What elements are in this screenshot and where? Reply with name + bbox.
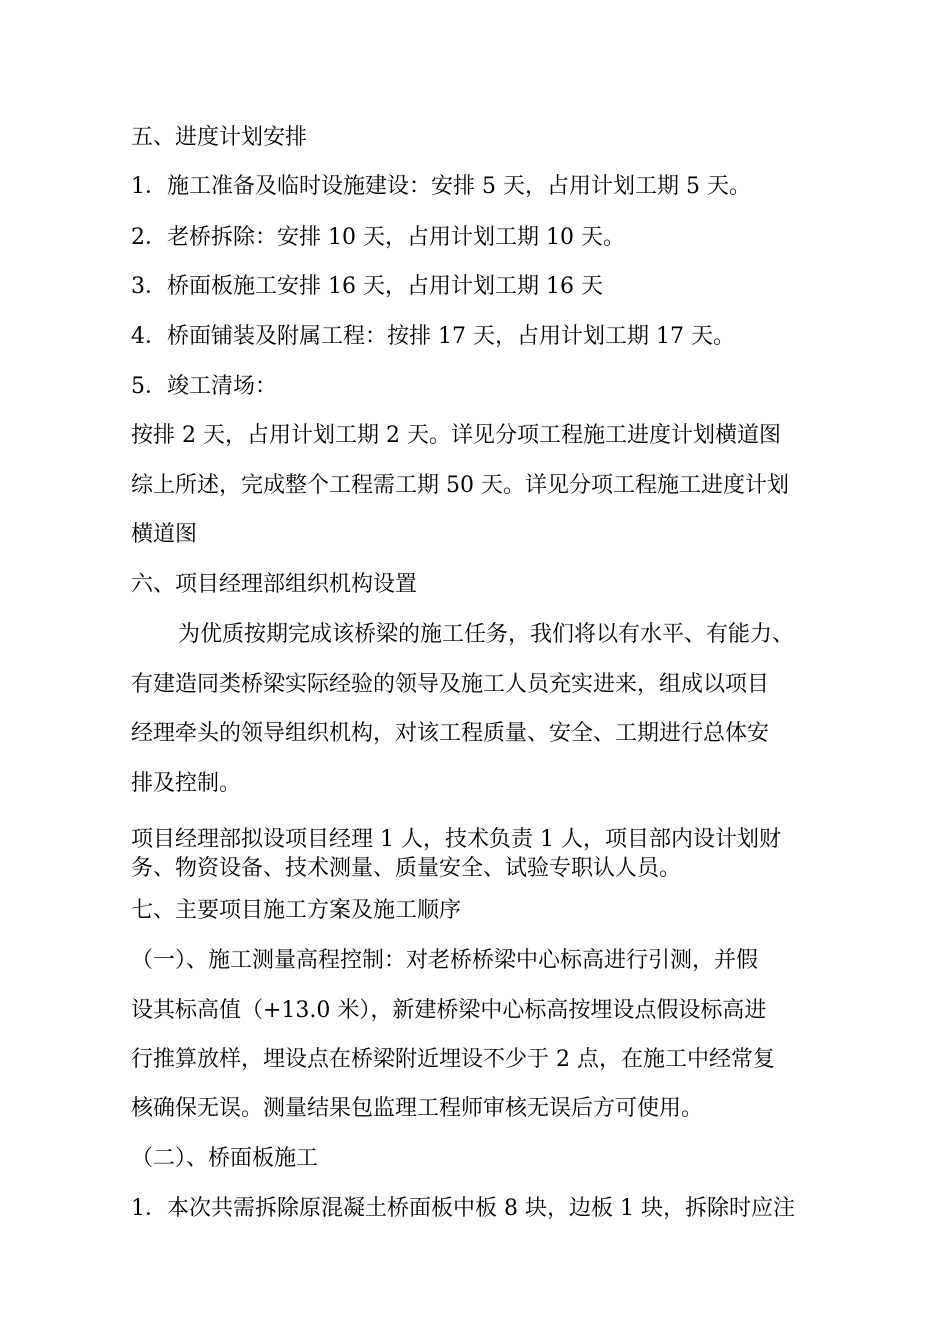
paragraph-staff-line-2: 务、物资设备、技术测量、质量安全、试验专职认人员。 <box>131 856 682 881</box>
schedule-item-3: 3．桥面板施工安排 16 天，占用计划工期 16 天 <box>131 274 603 299</box>
schedule-item-1: 1．施工准备及临时设施建设：安排 5 天，占用计划工期 5 天。 <box>131 174 751 199</box>
paragraph-org-line-1: 为优质按期完成该桥梁的施工任务，我们将以有水平、有能力、 <box>178 622 795 647</box>
schedule-item-4: 4．桥面铺装及附属工程：按排 17 天，占用计划工期 17 天。 <box>131 324 735 349</box>
paragraph-survey-line-2: 设其标高值（+13.0 米），新建桥梁中心标高按埋设点假设标高进 <box>131 998 767 1023</box>
summary-line-2: 横道图 <box>131 522 198 547</box>
paragraph-survey-line-1: （一）、施工测量高程控制：对老桥桥梁中心标高进行引测，并假 <box>131 948 759 973</box>
schedule-item-2: 2．老桥拆除：安排 10 天，占用计划工期 10 天。 <box>131 225 625 250</box>
paragraph-org-line-2: 有建造同类桥梁实际经验的领导及施工人员充实进来，组成以项目 <box>131 672 770 697</box>
schedule-item-5-detail: 按排 2 天，占用计划工期 2 天。详见分项工程施工进度计划横道图 <box>131 423 781 448</box>
heading-section-6: 六、项目经理部组织机构设置 <box>131 572 418 597</box>
heading-subsection-2: （二）、桥面板施工 <box>131 1146 319 1171</box>
paragraph-staff-line-1: 项目经理部拟设项目经理 1 人，技术负责 1 人，项目部内设计划财 <box>131 827 781 852</box>
heading-section-5: 五、进度计划安排 <box>131 125 308 150</box>
paragraph-org-line-3: 经理牵头的领导组织机构，对该工程质量、安全、工期进行总体安 <box>131 721 770 746</box>
heading-section-7: 七、主要项目施工方案及施工顺序 <box>131 898 462 923</box>
paragraph-org-line-4: 排及控制。 <box>131 771 242 796</box>
paragraph-survey-line-4: 核确保无误。测量结果包监理工程师审核无误后方可使用。 <box>131 1096 704 1121</box>
schedule-item-5: 5．竣工清场： <box>131 374 277 399</box>
summary-line-1: 综上所述，完成整个工程需工期 50 天。详见分项工程施工进度计划 <box>131 473 789 498</box>
paragraph-deck-line-1: 1．本次共需拆除原混凝土桥面板中板 8 块，边板 1 块，拆除时应注 <box>131 1196 795 1221</box>
paragraph-survey-line-3: 行推算放样，埋设点在桥梁附近埋设不少于 2 点，在施工中经常复 <box>131 1047 775 1072</box>
